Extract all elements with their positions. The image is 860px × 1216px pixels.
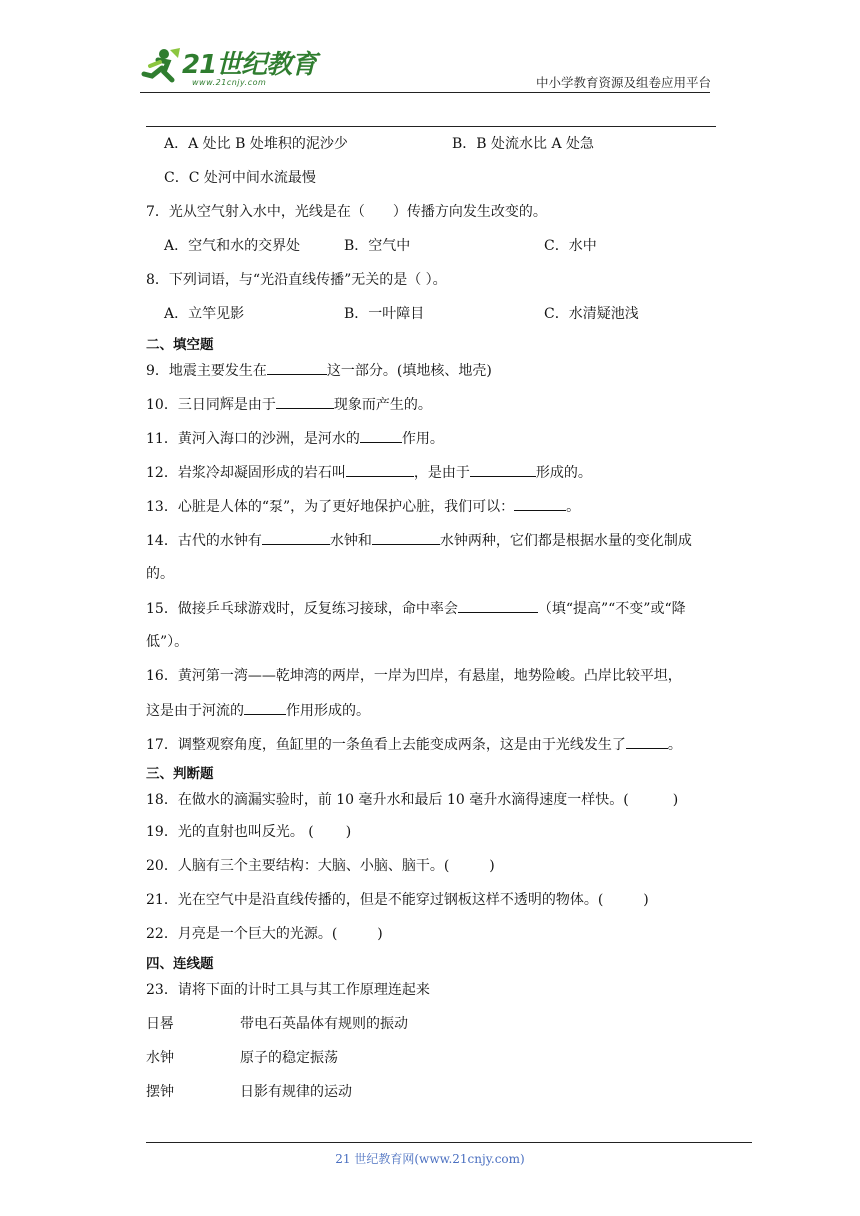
q14-text-post: 水钟两种，它们都是根据水量的变化制成 [439,533,692,549]
q19-close: ) [345,824,352,840]
q17-text-pre: 17．调整观察角度，鱼缸里的一条鱼看上去能变成两条，这是由于光线发生了 [146,737,626,753]
q7-option-a: A．空气和水的交界处 [164,238,301,254]
q19-text: 19．光的直射也叫反光。 ( [146,824,314,840]
q16-line2 [146,700,370,721]
q7-stem-post: ）传播方向发生改变的。 [392,204,547,220]
q22-text: 22．月亮是一个巨大的光源。( [146,926,338,942]
question-12 [146,462,592,483]
q12-blank-2[interactable] [470,462,536,477]
q13-blank[interactable] [514,496,566,511]
q16-text-pre: 这是由于河流的 [146,703,244,719]
question-22 [146,924,383,944]
q17-blank[interactable] [626,734,668,749]
section-heading-fill-in: 二、填空题 [146,337,214,353]
q6-option-c: C．C 处河中间水流最慢 [164,170,316,186]
q7-option-c: C．水中 [544,238,597,254]
q12-blank-1[interactable] [346,462,414,477]
q18-close: ) [672,792,679,808]
q20-text: 20．人脑有三个主要结构：大脑、小脑、脑干。( [146,858,450,874]
q12-text-mid: ，是由于 [413,465,470,481]
match-tool-2[interactable]: 水钟 [146,1050,174,1066]
q7-option-b: B．空气中 [344,238,411,254]
q10-blank[interactable] [276,394,334,409]
match-tool-3[interactable]: 摆钟 [146,1084,174,1100]
question-13 [146,496,580,517]
site-logo [140,44,317,92]
q10-text-post: 现象而产生的。 [333,397,432,413]
q15-text-post: （填“提高”“不变”或“降 [537,601,686,617]
section-heading-matching: 四、连线题 [146,956,214,972]
q22-close: ) [377,926,383,942]
q10-text-pre: 10．三日同辉是由于 [146,397,276,413]
question-10 [146,394,432,415]
q8-option-c: C．水清疑池浅 [544,306,639,322]
question-23: 23．请将下面的计时工具与其工作原理连起来 [146,982,430,998]
q14-text-pre: 14．古代的水钟有 [146,533,262,549]
q8-option-b: B．一叶障目 [344,306,425,322]
platform-title: 中小学教育资源及组卷应用平台 [536,75,712,90]
q6-option-a: A．A 处比 B 处堆积的泥沙少 [164,136,348,152]
question-8: 8．下列词语，与“光沿直线传播”无关的是（ ）。 [146,272,447,288]
q11-text-post: 作用。 [401,431,444,447]
q21-close: ) [643,892,649,908]
footer-link[interactable]: 21 世纪教育网(www.21cnjy.com) [335,1152,525,1166]
q11-blank[interactable] [360,428,402,443]
q17-text-post: 。 [667,737,682,753]
question-11 [146,428,444,449]
question-15 [146,598,686,619]
q15-blank[interactable] [458,598,538,613]
header-divider [146,126,716,127]
q12-text-pre: 12．岩浆冷却凝固形成的岩石叫 [146,465,346,481]
question-20 [146,856,495,876]
q9-text-pre: 9．地震主要发生在 [146,363,267,379]
q13-text-pre: 13．心脏是人体的“泵”，为了更好地保护心脏，我们可以： [146,499,515,515]
q14-blank-2[interactable] [372,530,440,545]
question-18 [146,790,678,810]
q11-text-pre: 11．黄河入海口的沙洲，是河水的 [146,431,360,447]
question-16: 16．黄河第一湾——乾坤湾的两岸，一岸为凹岸，有悬崖，地势险峻。凸岸比较平坦， [146,668,682,684]
question-21 [146,890,649,910]
match-tool-1[interactable]: 日晷 [146,1016,174,1032]
question-7 [146,202,547,222]
q15-line2: 低”）。 [146,634,189,650]
q9-text-post: 这一部分。(填地核、地壳) [326,363,492,379]
q14-line2: 的。 [146,566,174,582]
match-principle-1[interactable]: 带电石英晶体有规则的振动 [240,1016,408,1032]
q14-text-mid: 水钟和 [329,533,372,549]
runner-logo-icon [140,46,184,90]
question-17 [146,734,682,755]
q13-text-post: 。 [566,499,581,515]
q15-text-pre: 15．做接乒乓球游戏时，反复练习接球，命中率会 [146,601,458,617]
section-heading-true-false: 三、判断题 [146,766,214,782]
q14-blank-1[interactable] [262,530,330,545]
q9-blank[interactable] [267,360,327,375]
match-principle-2[interactable]: 原子的稳定振荡 [240,1050,338,1066]
question-19 [146,822,351,842]
question-14 [146,530,692,551]
logo-url: www.21cnjy.com [192,78,267,87]
header-divider-thin [140,92,710,93]
q6-option-b: B．B 处流水比 A 处急 [452,136,595,152]
logo-text: 21世纪教育 [182,50,317,80]
q20-close: ) [489,858,495,874]
q7-stem-pre: 7．光从空气射入水中，光线是在（ [146,204,365,220]
q8-option-a: A．立竿见影 [164,306,245,322]
q21-text: 21．光在空气中是沿直线传播的，但是不能穿过钢板这样不透明的物体。( [146,892,604,908]
q18-text: 18．在做水的滴漏实验时，前 10 毫升水和最后 10 毫升水滴得速度一样快。( [146,792,629,808]
q12-text-post: 形成的。 [535,465,592,481]
q16-blank[interactable] [244,700,286,715]
footer-divider [146,1142,752,1143]
question-9 [146,360,492,381]
q16-text-post: 作用形成的。 [286,703,370,719]
match-principle-3[interactable]: 日影有规律的运动 [240,1084,352,1100]
